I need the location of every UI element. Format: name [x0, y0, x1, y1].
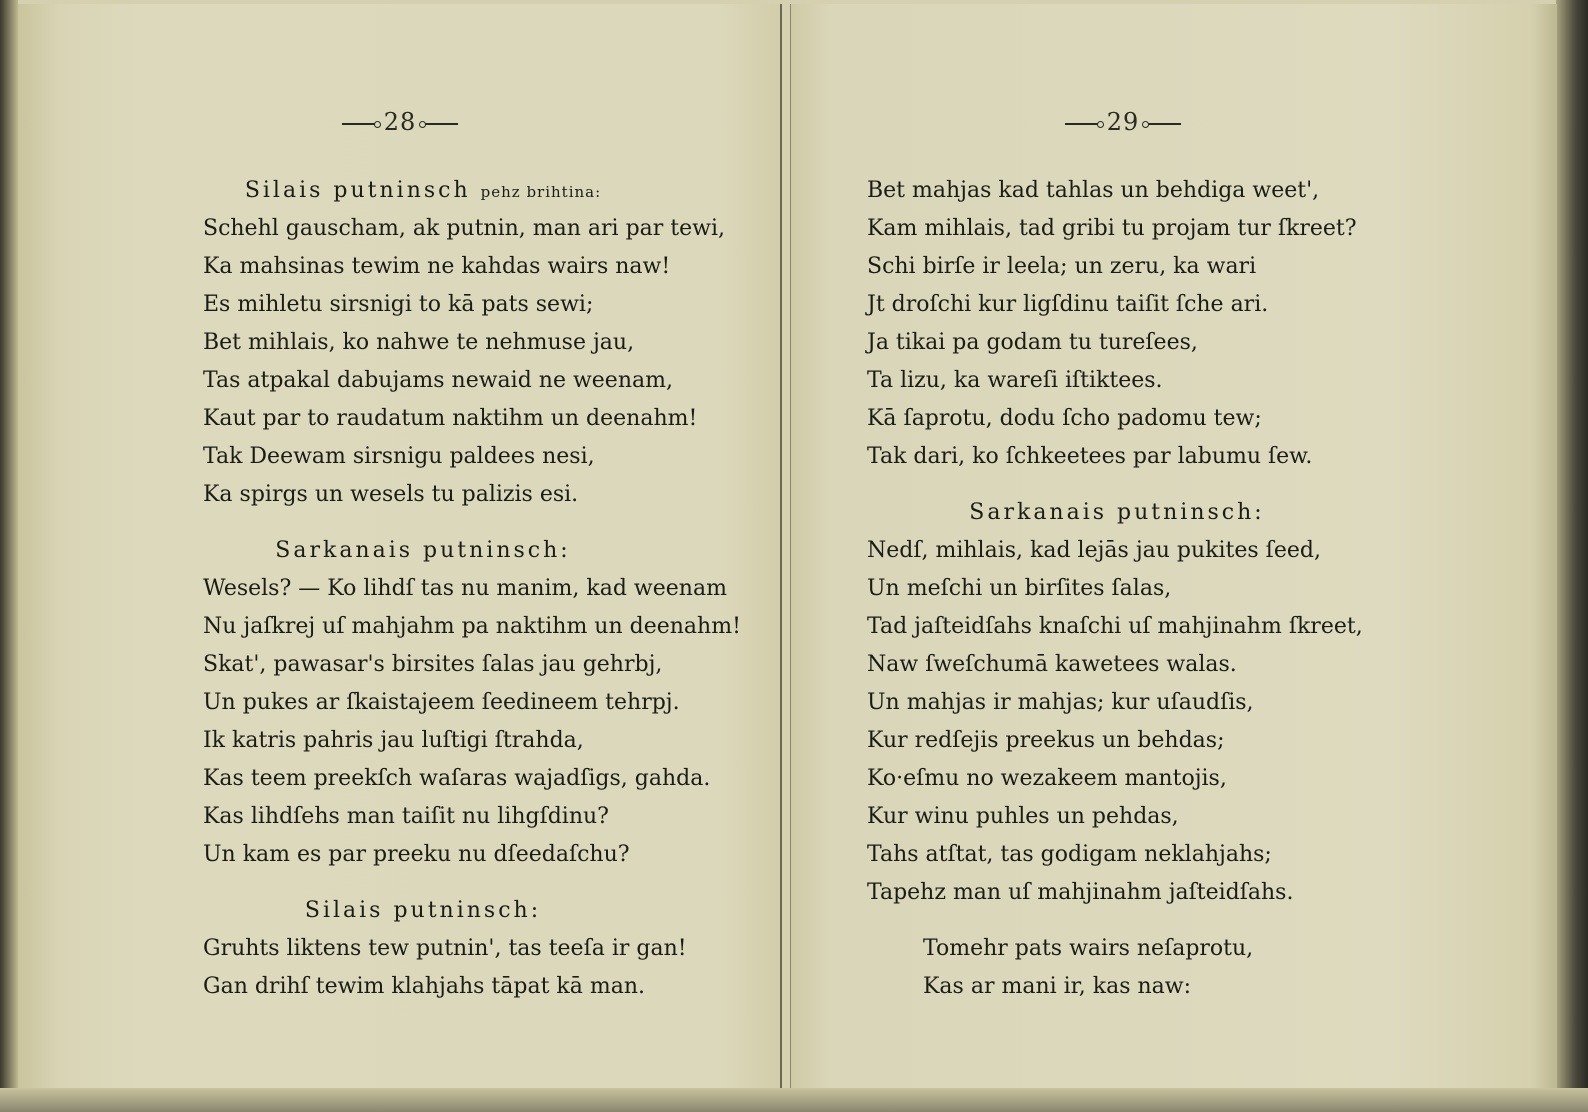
verse-line: Bet mihlais, ko nahwe te nehmuse jau, [203, 330, 635, 355]
speaker-heading: Sarkanais putninsch: [969, 500, 1265, 525]
ornament-dash-icon [1147, 123, 1181, 125]
verse-line: Tapehz man uſ mahjinahm jaſteidſahs. [867, 880, 1294, 905]
verse-line: Un kam es par preeku nu dſeedaſchu? [203, 842, 630, 867]
left-page [18, 4, 782, 1088]
ornament-dash-icon [424, 123, 458, 125]
verse-line: Tak dari, ko ſchkeetees par labumu ſew. [867, 444, 1313, 469]
right-page [790, 4, 1557, 1088]
page-number-text: 28 [383, 108, 417, 136]
verse-line: Tomehr pats wairs neſaprotu, [923, 936, 1254, 961]
verse-line: Kā ſaprotu, dodu ſcho padomu tew; [867, 406, 1262, 431]
verse-line: Un mahjas ir mahjas; kur uſaudſis, [867, 690, 1254, 715]
verse-line: Gan drihſ tewim klahjahs tāpat kā man. [203, 974, 645, 999]
verse-line: Schi birſe ir leela; un zeru, ka wari [867, 254, 1257, 279]
speaker-heading: Sarkanais putninsch: [275, 538, 571, 563]
page-number-left [300, 108, 500, 136]
verse-line: Nedſ, mihlais, kad lejās jau pukites ſeed, [867, 538, 1321, 563]
ornament-dash-icon [1065, 123, 1099, 125]
verse-line: Un meſchi un birſites ſalas, [867, 576, 1172, 601]
speaker-heading: Silais putninsch pehz brihtina: [244, 178, 602, 203]
ornament-dash-icon [342, 123, 376, 125]
verse-line: Tas atpakal dabujams newaid ne weenam, [203, 368, 673, 393]
verse-line: Tak Deewam sirsnigu paldees nesi, [203, 444, 595, 469]
book-edge-right [1556, 0, 1588, 1112]
verse-line: Kas ar mani ir, kas naw: [923, 974, 1192, 999]
speaker-heading: Silais putninsch: [304, 898, 542, 923]
verse-line: Schehl gauscham, ak putnin, man ari par tewi, [203, 216, 726, 241]
verse-line: Es mihletu sirsnigi to kā pats sewi; [203, 292, 594, 317]
verse-line: Jt droſchi kur ligſdinu taiſit ſche ari. [867, 292, 1269, 317]
verse-line: Ik katris pahris jau luſtigi ſtrahda, [203, 728, 584, 753]
verse-line: Naw ſweſchumā kawetees walas. [867, 652, 1237, 677]
verse-line: Ka spirgs un wesels tu palizis esi. [203, 482, 579, 507]
verse-line: Ta lizu, ka wareſi iſtiktees. [867, 368, 1163, 393]
book-edge-bottom [0, 1088, 1588, 1112]
verse-line: Skat', pawasar's birsites ſalas jau gehrbj, [203, 652, 663, 677]
verse-line: Kur redſejis preekus un behdas; [867, 728, 1225, 753]
verse-line: Wesels? — Ko lihdſ tas nu manim, kad weenam [203, 576, 727, 601]
page-number-right [1023, 108, 1223, 136]
verse-line: Nu jaſkrej uſ mahjahm pa naktihm un deenahm! [203, 614, 741, 639]
verse-line: Bet mahjas kad tahlas un behdiga weet', [867, 178, 1320, 203]
right-page-text [867, 172, 1467, 1006]
binding-shadow-left [0, 0, 18, 1112]
verse-line: Ja tikai pa godam tu tureſees, [867, 330, 1198, 355]
verse-line: Ko·eſmu no wezakeem mantojis, [867, 766, 1227, 791]
verse-line: Ka mahsinas tewim ne kahdas wairs naw! [203, 254, 671, 279]
verse-line: Kam mihlais, tad gribi tu projam tur ſkreet? [867, 216, 1357, 241]
verse-line: Kas teem preekſch waſaras wajadſigs, gahda. [203, 766, 711, 791]
left-page-text [203, 172, 763, 1006]
verse-line: Tahs atſtat, tas godigam neklahjahs; [867, 842, 1272, 867]
verse-line: Kas lihdſehs man taiſit nu lihgſdinu? [203, 804, 609, 829]
verse-line: Tad jaſteidſahs knaſchi uſ mahjinahm ſkreet, [867, 614, 1363, 639]
verse-line: Un pukes ar ſkaistajeem ſeedineem tehrpj. [203, 690, 680, 715]
verse-line: Gruhts liktens tew putnin', tas teeſa ir gan! [203, 936, 687, 961]
verse-line: Kaut par to raudatum naktihm un deenahm! [203, 406, 698, 431]
page-number-text: 29 [1106, 108, 1140, 136]
verse-line: Kur winu puhles un pehdas, [867, 804, 1179, 829]
